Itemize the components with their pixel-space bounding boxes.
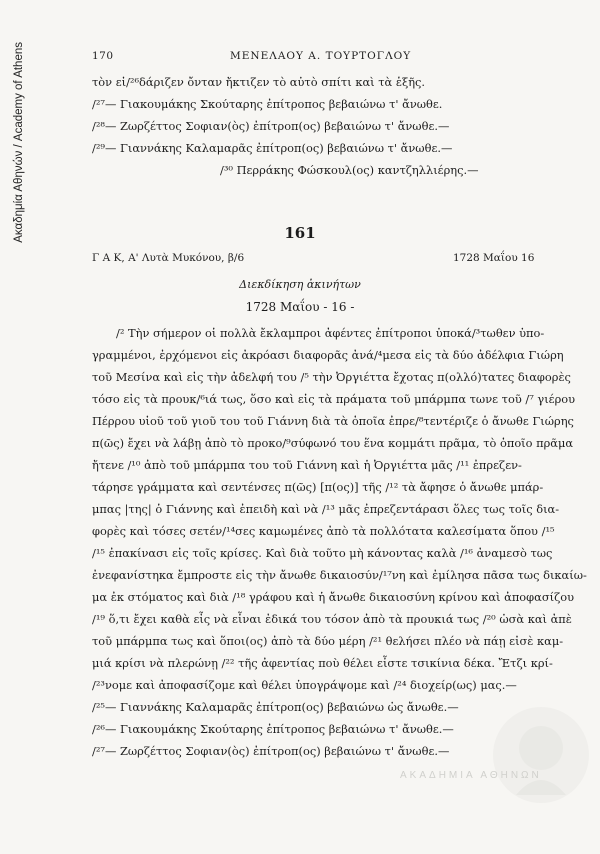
- body-line: Πέρρου υἱοῦ τοῦ γιοῦ του τοῦ Γιάννη διὰ τὰ ὁποῖα ἐπρε/⁸τεντέριζε ὁ ἄνωθε Γιώρης: [92, 414, 574, 428]
- body-line: μπας |της| ὁ Γιάννης καὶ ἐπειδὴ καὶ νὰ /¹³ μᾶς ἐπρεζεντάρασι ὅλες τως τοῖς δια-: [92, 502, 560, 516]
- body-line: τοῦ Μεσίνα καὶ εἰς τὴν ἀδελφή του /⁵ τὴν Ὀργιέττα ἔχοτας π(ολλό)τατες διαφορὲς: [92, 370, 571, 384]
- body-line: μιά κρίσι νὰ πλερώνῃ /²² τῆς ἀφεντίας ποὺ θέλει εἶστε τσικίνια δέκα. Ἔτζι κρί-: [92, 656, 553, 670]
- document-date-right: 1728 Μαΐου 16: [453, 252, 535, 264]
- document-number: 161: [284, 224, 316, 242]
- body-line: /¹⁵ ἐπακίνασι εἰς τοῖς κρίσες. Καὶ διὰ τοῦτο μὴ κάνοντας καλὰ /¹⁶ ἀναμεσὸ τως: [92, 546, 553, 560]
- body-line: τάρησε γράμματα καὶ σεντένσες π(ῶς) [π(ος)] τῆς /¹² τὰ ἄφησε ὁ ἄνωθε μπάρ-: [92, 480, 544, 494]
- body-line: φορὲς καὶ τόσες σετέν/¹⁴σες καμωμένες ἀπὸ τὰ πολλότατα καλεσίματα ὅπου /¹⁵: [92, 524, 555, 538]
- body-line: /¹⁹ ὅ,τι ἔχει καθὰ εἷς νὰ εἶναι ἐδικά του τόσον ἀπὸ τὰ προυκιά τως /²⁰ ὡσὰ καὶ ἀπὲ: [92, 612, 572, 626]
- watermark-text: ΑΚΑΔΗΜΙΑ ΑΘΗΝΩΝ: [400, 770, 542, 781]
- top-line-5: /³⁰ Περράκης Φώσκουλ(ος) καντζηλλιέρης.—: [220, 163, 479, 177]
- top-line-3: /²⁸— Ζωρζέττος Σοφιαν(ὸς) ἐπίτροπ(ος) βεβαιώνω τ' ἄνωθε.—: [92, 119, 450, 133]
- body-line: /²³νομε καὶ ἀποφασίζομε καὶ θέλει ὑπογράψομε καὶ /²⁴ διοχείρ(ως) μας.—: [92, 678, 517, 692]
- body-line: /²⁶— Γιακουμάκης Σκούταρης ἐπίτροπος βεβαιώνω τ' ἄνωθε.—: [92, 722, 454, 736]
- document-source: Γ Α Κ, Α' Λυτὰ Μυκόνου, β/6: [92, 252, 245, 264]
- body-line: ἐνεφανίστηκα ἔμπροστε εἰς τὴν ἄνωθε δικαιοσύν/¹⁷νη καὶ ἐμίλησα πᾶσα τως δικαίω-: [92, 568, 587, 582]
- document-date-center: 1728 Μαΐου - 16 -: [245, 300, 355, 314]
- top-line-2: /²⁷— Γιακουμάκης Σκούταρης ἐπίτροπος βεβαιώνω τ' ἄνωθε.: [92, 97, 443, 111]
- side-label-text: Ακαδημία Αθηνών / Academy of Athens: [13, 42, 25, 243]
- body-line: γραμμένοι, ἐρχόμενοι εἰς ἀκρόασι διαφορᾶς ἀνά/⁴μεσα εἰς τὰ δύο ἀδέλφια Γιώρη: [92, 348, 564, 362]
- body-line: /²⁷— Ζωρζέττος Σοφιαν(ὸς) ἐπίτροπ(ος) βεβαιώνω τ' ἄνωθε.—: [92, 744, 450, 758]
- body-line: /² Τὴν σήμερον οἱ πολλὰ ἔκλαμπροι ἀφέντες ἐπίτροποι ὑποκά/³τωθεν ὑπο-: [116, 326, 545, 340]
- body-line: ἤτενε /¹⁰ ἀπὸ τοῦ μπάρμπα του τοῦ Γιάννη καὶ ἡ Ὀργιέττα μᾶς /¹¹ ἐπρεζεν-: [92, 458, 522, 472]
- page-number: 170: [92, 50, 114, 62]
- body-line: /²⁵— Γιαννάκης Καλαμαρᾶς ἐπίτροπ(ος) βεβαιώνω ὡς ἄνωθε.—: [92, 700, 459, 714]
- document-title: Διεκδίκηση ἀκινήτων: [239, 278, 361, 291]
- academy-seal-icon: [486, 700, 596, 810]
- body-line: τοῦ μπάρμπα τως καὶ ὅποι(ος) ἀπὸ τὰ δύο μέρη /²¹ θελήσει πλέο νὰ πάῃ εἰσὲ καμ-: [92, 634, 564, 648]
- top-line-4: /²⁹— Γιαννάκης Καλαμαρᾶς ἐπίτροπ(ος) βεβαιώνω τ' ἄνωθε.—: [92, 141, 453, 155]
- body-line: π(ῶς) ἔχει νὰ λάβῃ ἀπὸ τὸ προκο/⁹σύφωνό του ἕνα κομμάτι πρᾶμα, τὸ ὁποῖο πρᾶμα: [92, 436, 574, 450]
- running-head: ΜΕΝΕΛΑΟΥ Α. ΤΟΥΡΤΟΓΛΟΥ: [230, 50, 412, 62]
- top-line-1: τὸν εἰ/²⁶δάριζεν ὄνταν ἤκτιζεν τὸ αὐτὸ σπίτι καὶ τὰ ἑξῆς.: [92, 75, 426, 89]
- side-label: [13, 42, 31, 452]
- body-line: τόσο εἰς τὰ προυκ/⁶ιά τως, ὅσο καὶ εἰς τὰ πράματα τοῦ μπάρμπα τωνε τοῦ /⁷ γιέρου: [92, 392, 576, 406]
- body-line: μα ἐκ στόματος καὶ διὰ /¹⁸ γράφου καὶ ἡ ἄνωθε δικαιοσύνη κρίνου καὶ ἀποφασίζου: [92, 590, 575, 604]
